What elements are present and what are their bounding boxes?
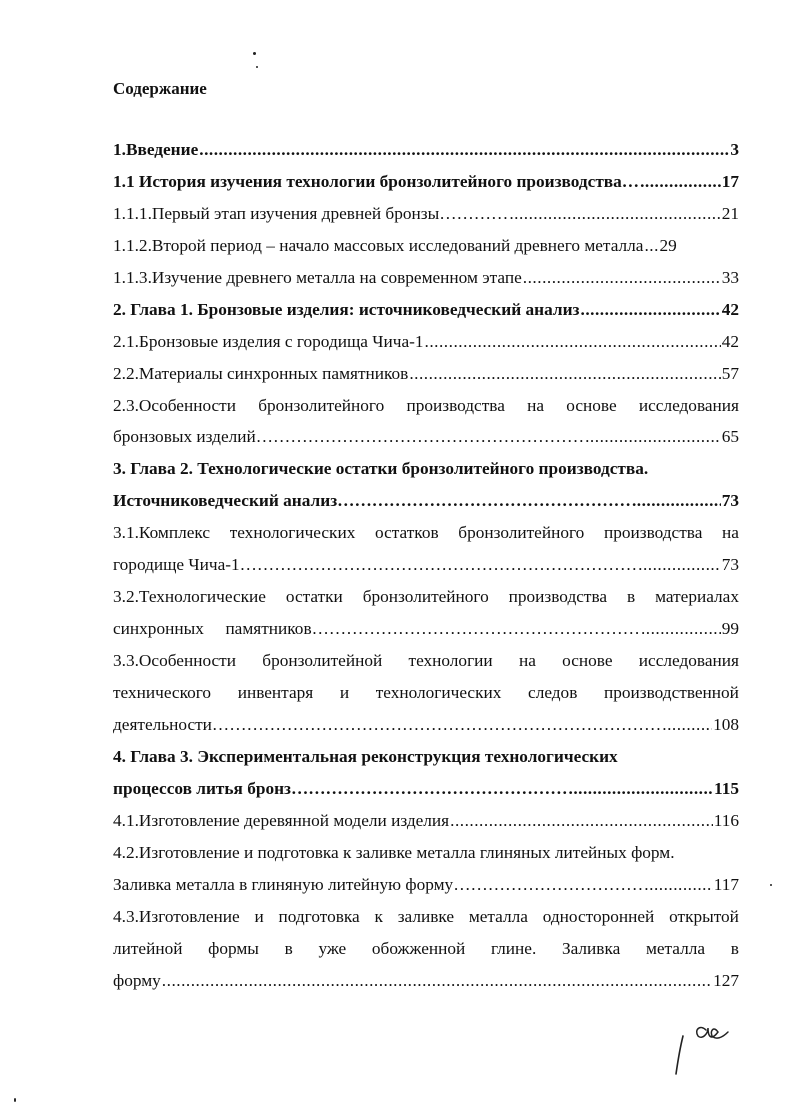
toc-entry [113,170,739,194]
scan-speck [14,1098,16,1102]
toc-entry [113,362,739,386]
toc-entry-text: Заливка металла в глиняную литейную форму…………………………… [113,875,644,894]
toc-entry-text: бронзовых изделий………………………………………………… [113,427,585,446]
toc-entry-text: Источниковедческий анализ…………………………………………… [113,491,631,510]
toc-entry-page: 115 [714,779,739,798]
leader-dots [523,266,721,290]
toc-word: в [626,587,636,606]
leader-dots [632,489,721,513]
toc-word: основе [566,396,617,415]
scan-speck [770,884,772,886]
toc-word: и [339,683,350,702]
toc-word: следов [528,683,578,702]
page-title: Содержание [113,79,207,98]
toc-entry-text: 1.1.2.Второй период – начало массовых исследований древнего металла [113,236,644,255]
toc-word: формы [208,939,259,958]
toc-word: к [374,907,383,926]
toc-entry-line [113,394,739,418]
toc-entry [113,553,739,577]
toc-entry-line [113,649,739,673]
toc-entry [113,457,739,481]
toc-word: производства [406,396,505,415]
toc-word: инвентаря [237,683,314,702]
toc-entry-line [113,585,739,609]
toc-entry-text: синхронных памятников………………………………………………… [113,619,640,638]
toc-entry [113,969,739,993]
toc-word: металла [645,939,706,958]
toc-entry-line [113,521,739,545]
toc-entry-text: процессов литья бронз………………………………………… [113,779,568,798]
toc-entry-text: деятельности…………………………………………………………………… [113,715,662,734]
leader-dots [409,362,720,386]
toc-entry-text: 1.1.1.Первый этап изучения древней бронзы………… [113,204,509,223]
toc-entry-page: 108 [713,715,739,734]
toc-entry-page: 73 [721,491,739,510]
toc-word: бронзолитейной [262,651,383,670]
toc-word: производства [508,587,608,606]
leader-dots [569,777,714,801]
toc-entry-page: 42 [721,300,739,319]
leader-dots [450,809,713,833]
leader-dots [641,617,721,641]
toc-word: глине. [490,939,537,958]
toc-word: односторонней [542,907,655,926]
toc-word: обожженной [371,939,466,958]
toc-word: на [518,651,536,670]
toc-word: исследования [638,651,739,670]
toc-entry-line [113,681,739,705]
toc-word: исследования [638,396,739,415]
toc-word: и [254,907,264,926]
toc-word: 3.1.Комплекс [113,523,211,542]
toc-entry-page: 117 [713,875,739,894]
toc-entry-text: 4. Глава 3. Экспериментальная реконструкция технологических [113,747,618,766]
leader-dots [581,298,721,322]
toc-word: в [730,939,739,958]
toc-entry [113,777,739,801]
toc-entry-page: 57 [721,364,739,383]
toc-entry-text: 1.Введение [113,140,199,159]
toc-word: литейной [113,939,183,958]
toc-entry-page: 3 [730,140,739,159]
toc-word: 2.3.Особенности [113,396,236,415]
toc-entry [113,266,739,290]
toc-entry-page: 42 [721,332,739,351]
toc-entry [113,234,739,258]
toc-word: производственной [604,683,739,702]
leader-dots [425,330,721,354]
toc-word: технического [113,683,212,702]
toc-word: бронзолитейного [362,587,489,606]
toc-word: остатков [375,523,439,542]
toc-entry-page: 127 [713,971,739,990]
toc-entry-text: 1.1 История изучения технологии бронзолитейного производства… [113,172,640,191]
toc-entry-page: 21 [721,204,739,223]
toc-entry-text: 3. Глава 2. Технологические остатки бронзолитейного производства. [113,459,649,478]
leader-dots [585,425,721,449]
toc-entry-text: городище Чича-1…………………………………………………………… [113,555,638,574]
toc-entry-text: 2.1.Бронзовые изделия с городища Чича-1 [113,332,424,351]
toc-entry-page: 99 [721,619,739,638]
toc-word: 3.3.Особенности [113,651,236,670]
toc-entry-text: 1.1.3.Изучение древнего металла на современном этапе [113,268,522,287]
toc-word: металла [468,907,528,926]
toc-entry [113,138,739,162]
toc-entry [113,713,739,737]
toc-word: технологии [408,651,493,670]
toc-entry [113,425,739,449]
toc-entry [113,298,739,322]
toc-word: уже [318,939,347,958]
toc-entry-text: 2. Глава 1. Бронзовые изделия: источниковедческий анализ [113,300,580,319]
leader-dots [162,969,712,993]
toc-word: технологических [229,523,356,542]
scan-speck [256,66,258,68]
toc-word: 3.2.Технологические [113,587,266,606]
toc-word: 4.3.Изготовление [113,907,240,926]
toc-word: бронзолитейного [258,396,385,415]
leader-dots [644,234,658,258]
toc-word: Заливка [561,939,621,958]
leader-dots [644,873,712,897]
toc-entry-line [113,937,739,961]
toc-entry-text: 2.2.Материалы синхронных памятников [113,364,409,383]
leader-dots [638,553,721,577]
toc-word: бронзолитейного [458,523,585,542]
toc-word: подготовка [278,907,360,926]
toc-entry-text: форму [113,971,161,990]
toc-entry-page: 17 [721,172,739,191]
toc-entry-text: 4.2.Изготовление и подготовка к заливке металла глиняных литейных форм. [113,843,675,862]
toc-entry [113,873,739,897]
leader-dots [509,202,720,226]
toc-word: на [722,523,739,542]
toc-word: основе [562,651,613,670]
toc-entry [113,841,739,865]
toc-entry [113,809,739,833]
toc-entry [113,330,739,354]
leader-dots [640,170,721,194]
toc-entry-line [113,905,739,929]
toc-word: в [284,939,293,958]
leader-dots [199,138,729,162]
toc-entry-text: 4.1.Изготовление деревянной модели изделия [113,811,450,830]
toc-entry-page: 73 [721,555,739,574]
toc-word: остатки [285,587,343,606]
toc-entry-page: 65 [721,427,739,446]
leader-dots [662,713,712,737]
toc-entry [113,202,739,226]
toc-word: открытой [669,907,739,926]
toc-entry-page: 116 [713,811,739,830]
toc-entry [113,489,739,513]
toc-word: заливке [397,907,455,926]
toc-word: материалах [655,587,739,606]
toc-word: на [527,396,545,415]
toc-entry-page: 33 [721,268,739,287]
toc-entry [113,617,739,641]
handwritten-signature [662,1008,742,1078]
toc-word: производства [603,523,703,542]
toc-word: технологических [375,683,502,702]
scan-speck [253,52,256,55]
toc-entry-page: 29 [659,236,677,255]
toc-entry [113,745,739,769]
